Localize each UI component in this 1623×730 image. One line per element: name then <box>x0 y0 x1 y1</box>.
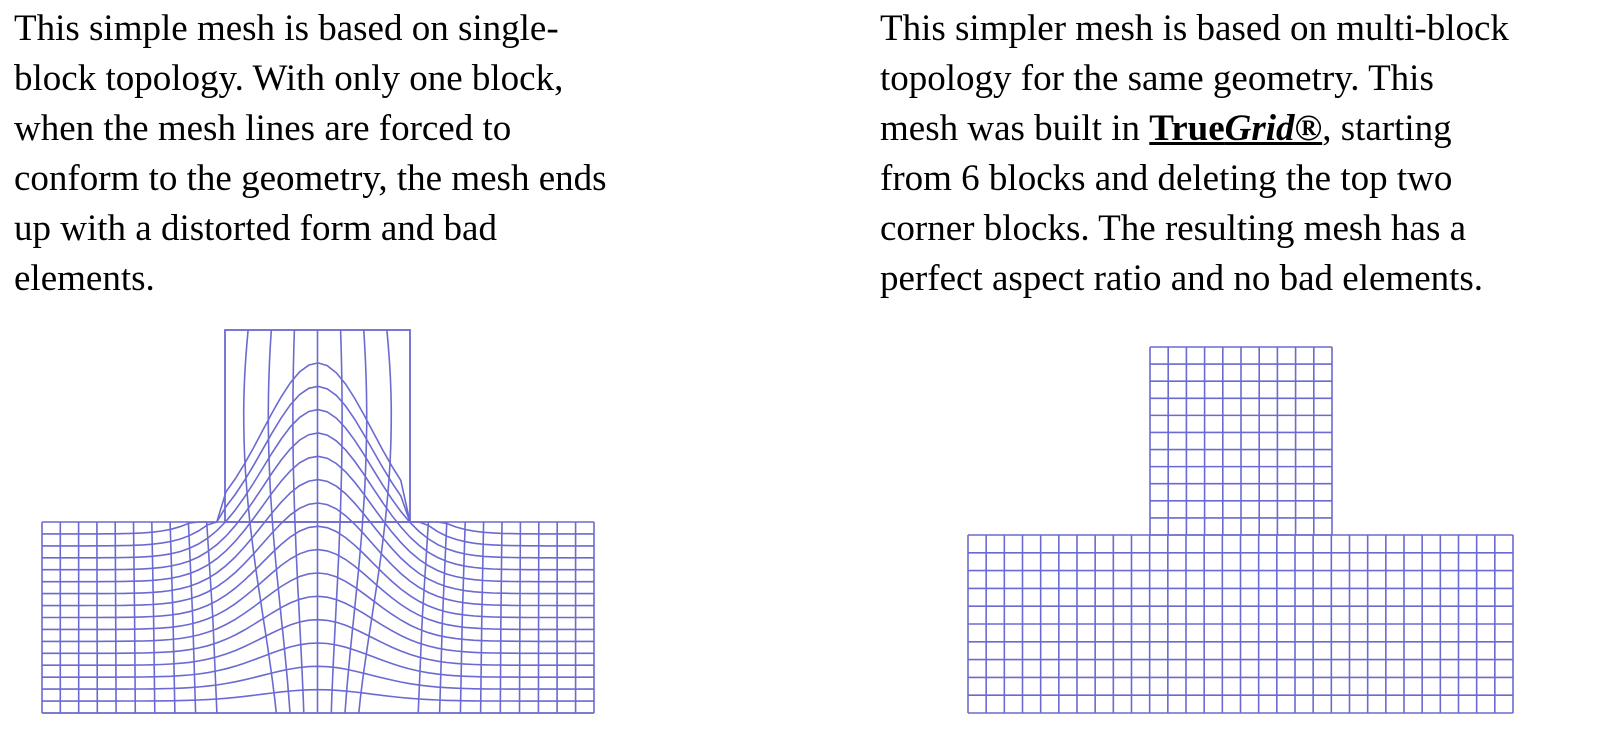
registered-mark: ® <box>1294 108 1323 149</box>
left-caption-line: This simple mesh is based on single- <box>14 8 559 49</box>
mesh-line <box>460 522 465 713</box>
mesh-line <box>170 522 175 713</box>
brand-grid: Grid <box>1224 108 1295 149</box>
left-caption-line: elements. <box>14 258 155 299</box>
mesh-line <box>152 522 155 713</box>
left-caption-line: up with a distorted form and bad <box>14 208 497 249</box>
left-caption-line: conform to the geometry, the mesh ends <box>14 158 607 199</box>
left-caption-line: when the mesh lines are forced to <box>14 108 512 149</box>
right-caption-line: This simpler mesh is based on multi-block <box>880 8 1509 49</box>
right-caption-text: , starting <box>1322 108 1452 149</box>
single-block-distorted-mesh <box>42 330 594 713</box>
right-caption-line: corner blocks. The resulting mesh has a <box>880 208 1467 249</box>
right-caption-line: topology for the same geometry. This <box>880 58 1434 99</box>
mesh-line <box>440 522 447 713</box>
right-caption-text: mesh was built in <box>880 108 1150 149</box>
multi-block-regular-mesh <box>968 347 1513 713</box>
mesh-line <box>188 522 195 713</box>
brand-true: True <box>1149 108 1225 149</box>
left-caption-line: block topology. With only one block, <box>14 58 564 99</box>
right-caption-line: from 6 blocks and deleting the top two <box>880 158 1453 199</box>
right-caption-line: perfect aspect ratio and no bad elements. <box>880 258 1484 299</box>
mesh-line <box>481 522 484 713</box>
